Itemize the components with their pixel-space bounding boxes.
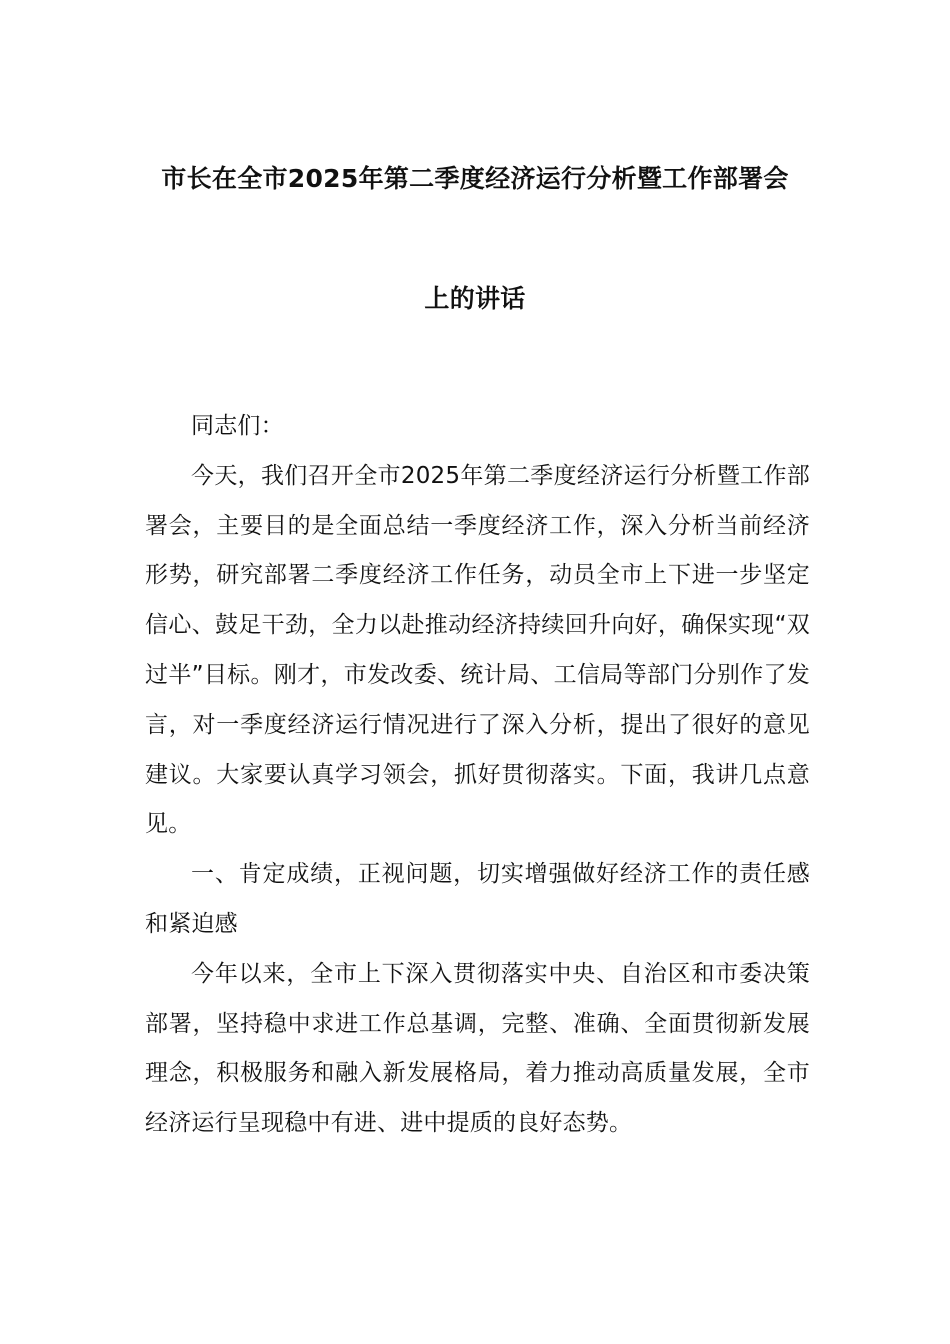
document-title-line-1: 市长在全市2025年第二季度经济运行分析暨工作部署会 xyxy=(161,164,789,193)
salutation-paragraph: 同志们： xyxy=(191,413,284,439)
body-paragraph: 今年以来，全市上下深入贯彻落实中央、自治区和市委决策部署，坚持稳中求进工作总基调，完整、准确、全面贯彻新发展理念，积极服务和融入新发展格局，着力推动高质量发展，全市经济运行呈现稳中有进、进中提质的良好态势。 xyxy=(145,960,810,1137)
document-body xyxy=(145,402,810,1149)
intro-paragraph: 今天，我们召开全市2025年第二季度经济运行分析暨工作部署会，主要目的是全面总结一季度经济工作，深入分析当前经济形势，研究部署二季度经济工作任务，动员全市上下进一步坚定信心、鼓足干劲，全力以赴推动经济持续回升向好，确保实现“双过半”目标。刚才，市发改委、统计局、工信局等部门分别作了发言，对一季度经济运行情况进行了深入分析，提出了很好的意见建议。大家要认真学习领会，抓好贯彻落实。下面，我讲几点意见。 xyxy=(145,462,810,838)
document-title-line-2: 上的讲话 xyxy=(424,284,526,313)
section-heading-1: 一、肯定成绩，正视问题，切实增强做好经济工作的责任感和紧迫感 xyxy=(145,861,810,937)
